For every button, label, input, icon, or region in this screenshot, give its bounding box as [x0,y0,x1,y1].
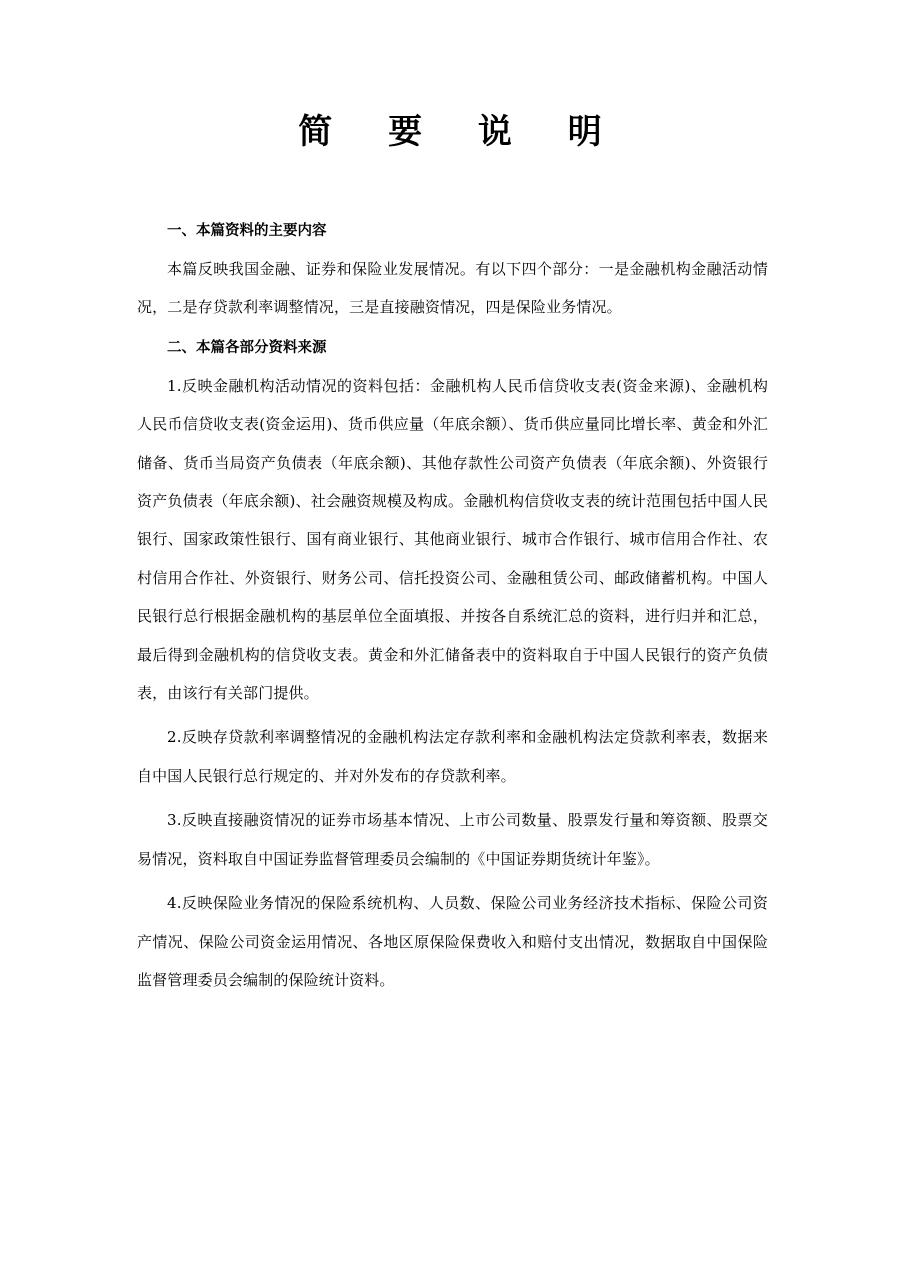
paragraph-financial-institutions: 1.反映金融机构活动情况的资料包括：金融机构人民币信贷收支表(资金来源)、金融机构人民币信贷收支表(资金运用)、货币供应量（年底余额）、货币供应量同比增长率、黄金和外汇储备、货币当局资产负债表（年底余额)、其他存款性公司资产负债表（年底余额)、外资银行资产负债表（年底余额)、社会融资规模及构成。金融机构信贷收支表的统计范围包括中国人民银行、国家政策性银行、国有商业银行、其他商业银行、城市合作银行、城市信用合作社、农村信用合作社、外资银行、财务公司、信托投资公司、金融租赁公司、邮政储蓄机构。中国人民银行总行根据金融机构的基层单位全面填报、并按各自系统汇总的资料，进行归并和汇总，最后得到金融机构的信贷收支表。黄金和外汇储备表中的资料取自于中国人民银行的资产负债表，由该行有关部门提供。 [137,376,768,703]
paragraph-overview: 本篇反映我国金融、证券和保险业发展情况。有以下四个部分：一是金融机构金融活动情况，二是存贷款利率调整情况，三是直接融资情况，四是保险业务情况。 [137,260,768,317]
paragraph-insurance: 4.反映保险业务情况的保险系统机构、人员数、保险公司业务经济技术指标、保险公司资产情况、保险公司资金运用情况、各地区原保险保费收入和赔付支出情况，数据取自中国保险监督管理委员会编制的保险统计资料。 [137,894,768,989]
paragraph-direct-financing: 3.反映直接融资情况的证券市场基本情况、上市公司数量、股票发行量和筹资额、股票交易情况，资料取自中国证券监督管理委员会编制的《中国证券期货统计年鉴》。 [137,811,768,868]
paragraph-interest-rates: 2.反映存贷款利率调整情况的金融机构法定存款利率和金融机构法定贷款利率表，数据来自中国人民银行总行规定的、并对外发布的存贷款利率。 [137,728,768,785]
document-body [137,216,768,1005]
section-heading-main-content: 一、本篇资料的主要内容 [167,223,327,239]
section-heading-data-sources: 二、本篇各部分资料来源 [167,339,327,356]
page-title: 简 要 说 明 [298,112,624,152]
